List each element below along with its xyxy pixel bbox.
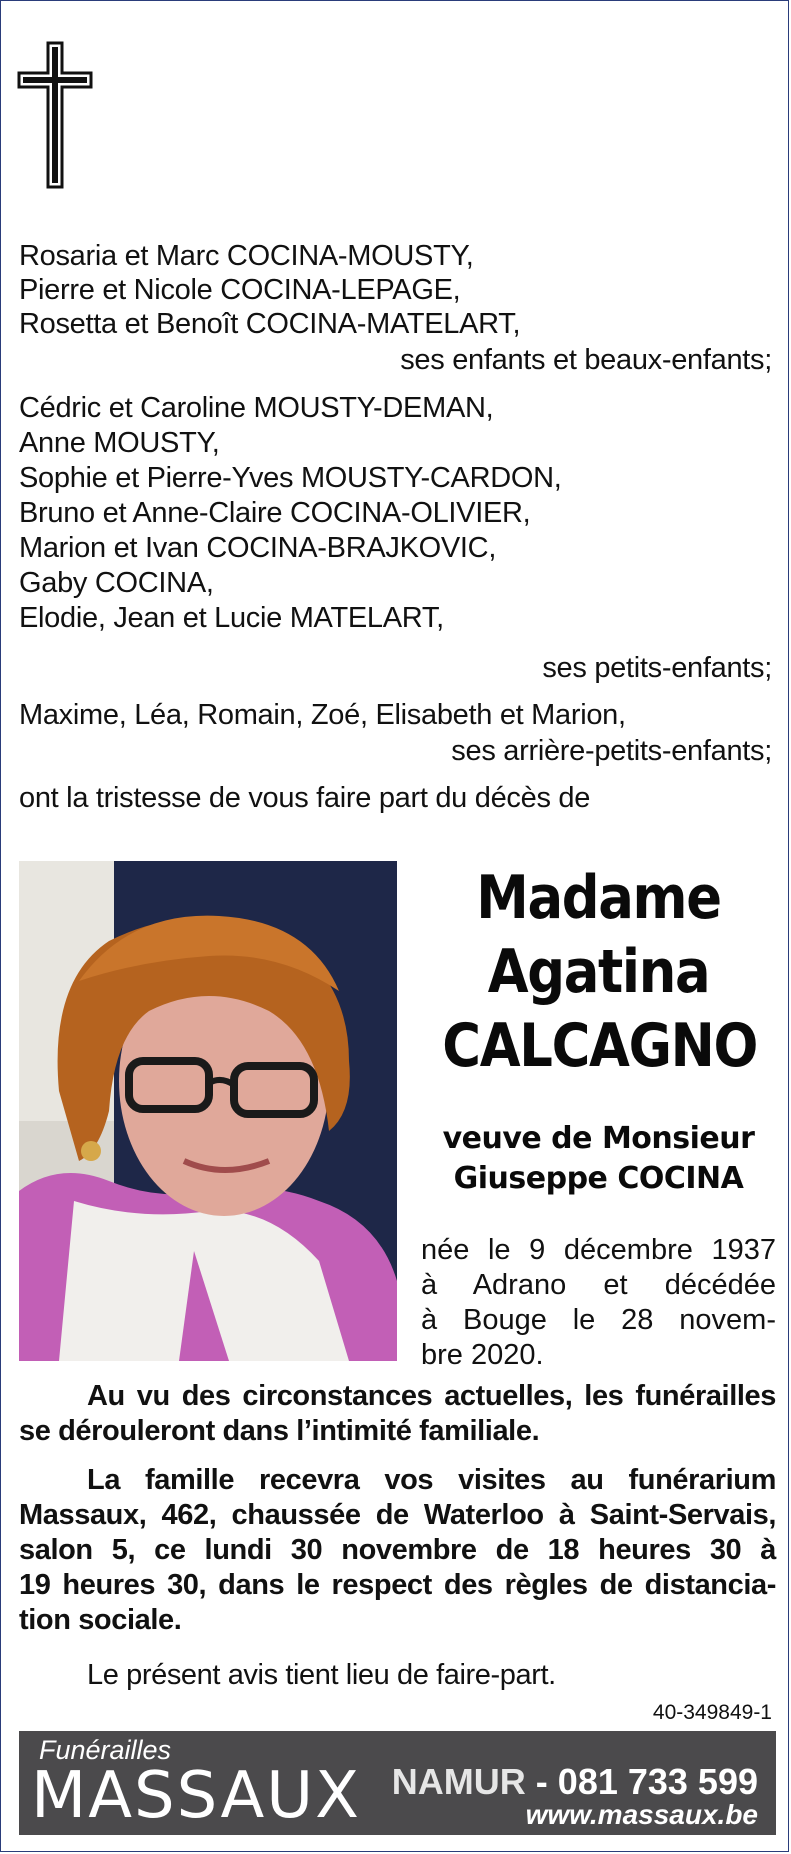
family-line: Pierre et Nicole COCINA-LEPAGE,	[19, 274, 461, 306]
deceased-title: Madame	[476, 863, 721, 933]
visitation-paragraph	[19, 1463, 776, 1638]
birth-line: bre 2020.	[421, 1339, 544, 1371]
para-line: Massaux, 462, chaussée de Waterloo à Saint-Servais,	[19, 1499, 776, 1531]
family-line: Marion et Ivan COCINA-BRAJKOVIC,	[19, 532, 497, 564]
deceased-portrait	[19, 861, 397, 1361]
family-line: Rosaria et Marc COCINA-MOUSTY,	[19, 240, 474, 272]
separator: -	[535, 1761, 548, 1802]
family-line: Cédric et Caroline MOUSTY-DEMAN,	[19, 392, 494, 424]
para-line: salon 5, ce lundi 30 novembre de 18 heures 30 à	[19, 1534, 776, 1566]
para-line: Au vu des circonstances actuelles, les funérailles	[87, 1380, 776, 1412]
reference-number: 40-349849-1	[652, 1701, 772, 1724]
birth-line: née le 9 décembre 1937	[421, 1234, 776, 1266]
family-line: Gaby COCINA,	[19, 567, 214, 599]
role-line: ses enfants et beaux-enfants;	[400, 344, 772, 376]
para-line: 19 heures 30, dans le respect des règles de distancia-	[19, 1569, 776, 1601]
website-link[interactable]: www.massaux.be	[525, 1799, 758, 1830]
para-line: tion sociale.	[19, 1604, 182, 1636]
widow-of	[421, 1119, 776, 1199]
family-line: Rosetta et Benoît COCINA-MATELART,	[19, 308, 521, 340]
para-line: Le présent avis tient lieu de faire-part.	[87, 1659, 556, 1691]
funerailles-label: Funérailles	[39, 1735, 172, 1765]
closing-line	[19, 1658, 791, 1693]
family-line: Bruno et Anne-Claire COCINA-OLIVIER,	[19, 497, 531, 529]
latin-cross-icon	[17, 41, 93, 189]
family-line: Elodie, Jean et Lucie MATELART,	[19, 602, 444, 634]
family-line: Anne MOUSTY,	[19, 427, 220, 459]
circumstances-paragraph	[19, 1379, 776, 1449]
deceased-name	[421, 861, 776, 1083]
para-line: se dérouleront dans l’intimité familiale.	[19, 1415, 540, 1447]
deceased-last-name: CALCAGNO	[442, 1011, 758, 1081]
para-line: La famille recevra vos visites au funérarium	[87, 1464, 776, 1496]
brand-logo-text: MASSAUX	[31, 1759, 361, 1833]
birth-line: à Adrano et décédée	[421, 1269, 776, 1301]
family-line: Maxime, Léa, Romain, Zoé, Elisabeth et Marion,	[19, 699, 626, 731]
phone-number: 081 733 599	[557, 1761, 758, 1802]
city-label: NAMUR	[391, 1761, 526, 1802]
family-line: Sophie et Pierre-Yves MOUSTY-CARDON,	[19, 462, 562, 494]
announcement-line: ont la tristesse de vous faire part du décès de	[19, 782, 591, 814]
role-line: ses petits-enfants;	[542, 652, 772, 684]
widow-line: veuve de Monsieur	[442, 1121, 755, 1156]
deceased-first-name: Agatina	[487, 937, 710, 1007]
role-line: ses arrière-petits-enfants;	[451, 735, 772, 767]
funeral-home-banner	[19, 1731, 776, 1835]
contact-phone	[392, 1761, 758, 1803]
birth-line: à Bouge le 28 novem-	[421, 1304, 776, 1336]
birth-death-text	[421, 1233, 776, 1373]
widow-line: Giuseppe COCINA	[453, 1161, 744, 1196]
